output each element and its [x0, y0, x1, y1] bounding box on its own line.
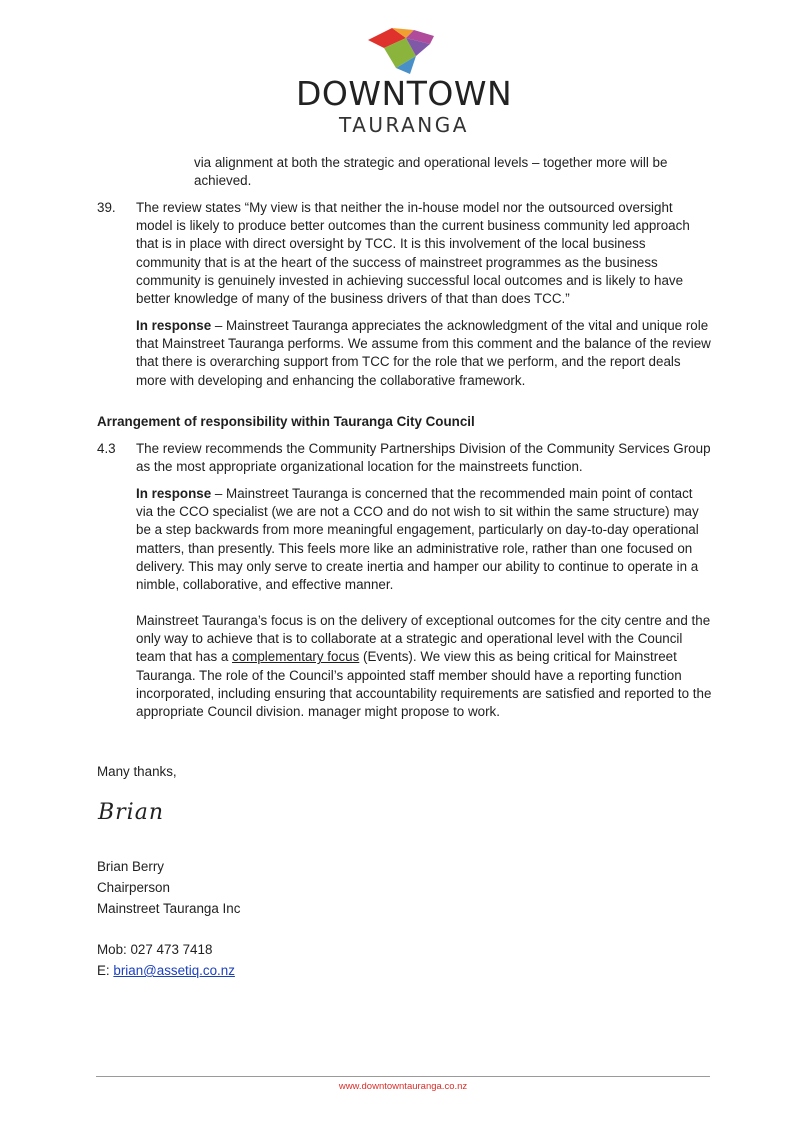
email-label: E: — [97, 963, 114, 978]
item-43-response — [136, 485, 712, 594]
signer-organisation: Mainstreet Tauranga Inc — [97, 901, 241, 916]
contact-email-line — [97, 962, 235, 980]
complementary-focus-text: complementary focus — [232, 649, 360, 665]
focus-paragraph — [136, 612, 712, 721]
email-link[interactable]: brian@assetiq.co.nz — [113, 963, 235, 978]
continuation-text: via alignment at both the strategic and operational levels – together more will be achieved. — [194, 155, 668, 189]
item-39-text: The review states “My view is that neither the in-house model nor the outsourced oversight model is likely to produce better outcomes than the current business community led approach that is in place with direct oversight by TCC. It is this involvement of the local business community that is at the heart of the success of mainstreet programmes as the business community is genuinely invested in achieving successful local outcomes and is likely to have better knowledge of many of the business drivers of that than does TCC.” — [136, 200, 690, 307]
response-label: In response — [136, 318, 212, 333]
focus-text-pre: Mainstreet Tauranga’s focus is on the delivery of exceptional outcomes for the city centre and the only way to achieve that is to collaborate at a strategic and operational level with the Council team that has a — [136, 613, 711, 665]
contact-mobile: Mob: 027 473 7418 — [97, 942, 213, 957]
logo-subtitle: TAURANGA — [339, 113, 469, 137]
item-43-number: 4.3 — [97, 441, 116, 456]
section-heading: Arrangement of responsibility within Tauranga City Council — [97, 414, 475, 429]
signature: Brian — [98, 800, 165, 825]
response-text: – Mainstreet Tauranga is concerned that the recommended main point of contact via the CCO specialist (we are not a CCO and do not wish to sit within the same structure) may be a step backwards from more meaningful engagement, particularly on day-to-day operational matters, than presently. This feels more like an administrative role, rather than one focused on delivery. This may only serve to create inertia and hamper our ability to continue to operate in a nimble, collaborative, and effective manner. — [136, 486, 699, 593]
item-39-response — [136, 317, 712, 390]
logo-title: DOWNTOWN — [296, 74, 513, 113]
closing-thanks: Many thanks, — [97, 764, 177, 779]
response-label: In response — [136, 486, 212, 501]
focus-text-post: (Events). We view this as being critical for Mainstreet Tauranga. The role of the Council’s appointed staff member should have a reporting function incorporated, including ensuring that accountability requirements are satisfied and reported to the appropriate Council division. manager might propose to work. — [136, 649, 712, 720]
response-text: – Mainstreet Tauranga appreciates the acknowledgment of the vital and unique role that Mainstreet Tauranga performs. We assume from this comment and the balance of the review that there is overarching support from TCC for the role that we perform, and the report deals more with developing and enhancing the collaborative framework. — [136, 318, 711, 388]
logo-bird-icon — [366, 26, 436, 76]
item-39-number: 39. — [97, 200, 116, 215]
item-43-text: The review recommends the Community Partnerships Division of the Community Services Group as the most appropriate organizational location for the mainstreets function. — [136, 441, 711, 475]
footer-website-link[interactable]: www.downtowntauranga.co.nz — [338, 1081, 468, 1092]
signer-title: Chairperson — [97, 880, 170, 895]
footer-divider — [96, 1076, 710, 1077]
downtown-logo — [296, 26, 512, 138]
signer-name: Brian Berry — [97, 859, 164, 874]
